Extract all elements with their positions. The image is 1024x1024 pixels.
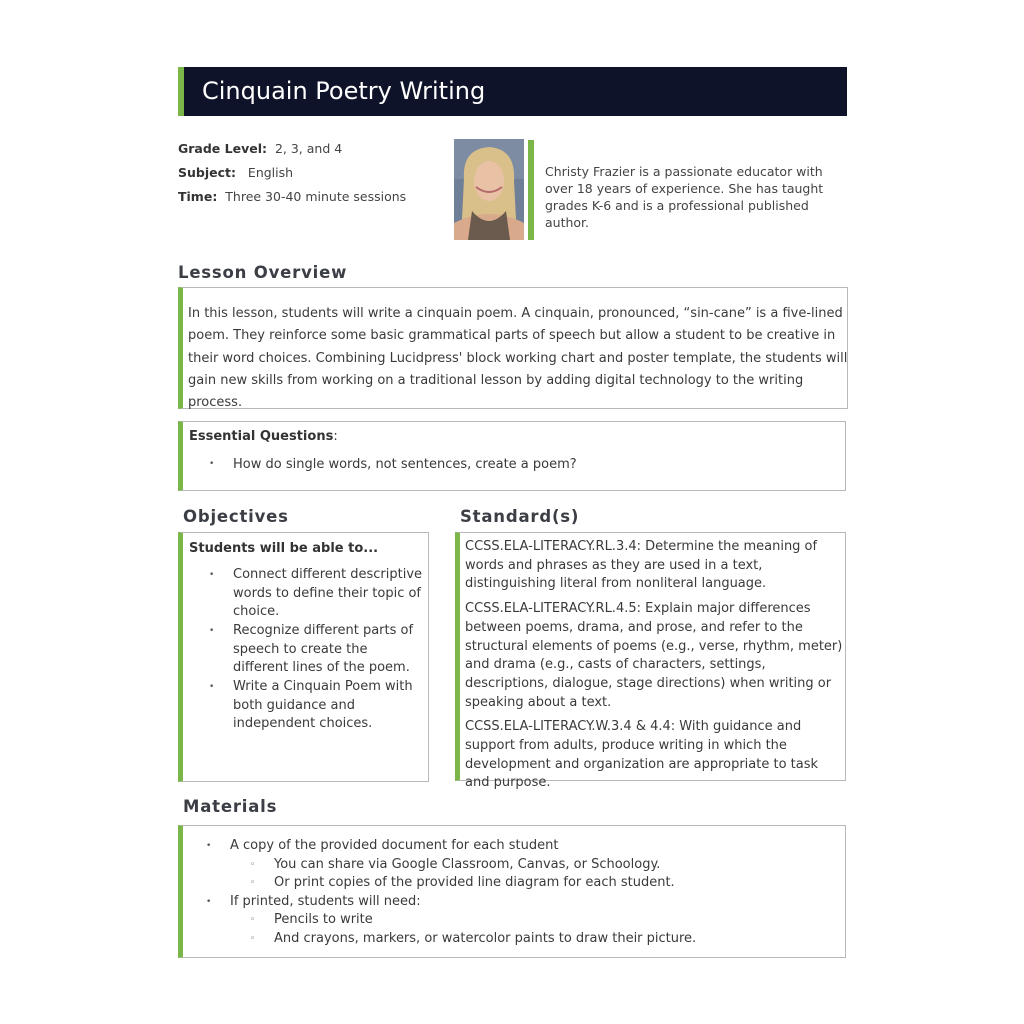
bio-accent-bar xyxy=(528,140,534,240)
standards-heading: Standard(s) xyxy=(460,507,580,526)
essential-questions-title: Essential Questions xyxy=(189,429,334,444)
essential-questions-label xyxy=(189,429,338,444)
standard-item: CCSS.ELA-LITERACY.RL.4.5: Explain major differences between poems, drama, and prose, and refer to the structural elements of poems (e.g., verse, rhythm, meter) and drama (e.g., casts of characters, settings, descriptions, dialogue, stage directions) when writing or speaking about a text. xyxy=(465,601,843,710)
time-value: Three 30-40 minute sessions xyxy=(225,189,407,204)
time-label: Time: xyxy=(178,189,218,204)
list-item xyxy=(209,456,833,473)
standard-item: CCSS.ELA-LITERACY.RL.3.4: Determine the meaning of words and phrases as they are used in a text, distinguishing literal from nonliteral language. xyxy=(465,539,818,592)
circle-bullet-icon: ◦ xyxy=(250,933,256,944)
material-subtext: Pencils to write xyxy=(274,912,373,927)
author-photo xyxy=(454,139,524,240)
material-subtext: Or print copies of the provided line diagram for each student. xyxy=(274,875,675,890)
bullet-icon: • xyxy=(209,459,215,469)
list-item xyxy=(230,856,830,875)
list-item xyxy=(206,837,830,856)
title-banner xyxy=(178,67,847,116)
bullet-icon: • xyxy=(209,570,215,580)
bullet-icon: • xyxy=(209,682,215,692)
material-text: If printed, students will need: xyxy=(230,893,421,909)
essential-question: How do single words, not sentences, create a poem? xyxy=(233,457,577,472)
objectives-intro: Students will be able to... xyxy=(189,541,379,556)
subject-label: Subject: xyxy=(178,165,236,180)
circle-bullet-icon: ◦ xyxy=(250,859,256,870)
materials-list xyxy=(206,837,830,948)
circle-bullet-icon: ◦ xyxy=(250,878,256,888)
list-item xyxy=(209,678,423,734)
bullet-icon: • xyxy=(209,626,215,636)
list-item xyxy=(206,893,830,912)
list-item xyxy=(230,930,830,949)
grade-level xyxy=(178,141,342,157)
standard-item: CCSS.ELA-LITERACY.W.3.4 & 4.4: With guidance and support from adults, produce writing in which the development and organization are appropriate to task and purpose. xyxy=(465,719,819,791)
lesson-overview-text: In this lesson, students will write a cinquain poem. A cinquain, pronounced, “sin-cane” is a five-lined poem. They reinforce some basic grammatical parts of speech but allow a student to be creative in their word choices. Combining Lucidpress' block working chart and poster template, the students will gain new skills from working on a traditional lesson by adding digital technology to the writing process. xyxy=(188,306,848,411)
objective-text: Recognize different parts of speech to create the different lines of the poem. xyxy=(233,623,414,675)
lesson-overview-heading: Lesson Overview xyxy=(178,263,348,282)
list-item xyxy=(209,566,423,622)
author-portrait-icon xyxy=(454,139,524,240)
essential-questions-colon: : xyxy=(333,429,338,444)
objective-text: Connect different descriptive words to define their topic of choice. xyxy=(233,567,423,619)
list-item xyxy=(230,911,830,930)
subject xyxy=(178,165,293,181)
material-text: A copy of the provided document for each student xyxy=(230,838,559,853)
grade-level-label: Grade Level: xyxy=(178,141,267,156)
list-item xyxy=(230,874,830,893)
bullet-icon: • xyxy=(206,841,212,851)
objectives-list xyxy=(209,566,423,734)
page-title: Cinquain Poetry Writing xyxy=(202,77,486,105)
objectives-heading: Objectives xyxy=(183,507,289,526)
list-item xyxy=(209,622,423,678)
subject-value: English xyxy=(247,165,294,180)
materials-heading: Materials xyxy=(183,797,278,816)
objective-text: Write a Cinquain Poem with both guidance and independent choices. xyxy=(233,679,413,731)
time xyxy=(178,189,406,205)
material-subtext: And crayons, markers, or watercolor paints to draw their picture. xyxy=(274,930,697,946)
bullet-icon: • xyxy=(206,896,212,907)
standards-list xyxy=(465,538,843,799)
grade-level-value: 2, 3, and 4 xyxy=(274,141,343,156)
circle-bullet-icon: ◦ xyxy=(250,915,256,925)
material-subtext: You can share via Google Classroom, Canvas, or Schoology. xyxy=(274,856,661,872)
author-bio: Christy Frazier is a passionate educator with over 18 years of experience. She has taught grades K-6 and is a professional published author. xyxy=(545,164,824,230)
essential-questions-list xyxy=(209,456,833,473)
